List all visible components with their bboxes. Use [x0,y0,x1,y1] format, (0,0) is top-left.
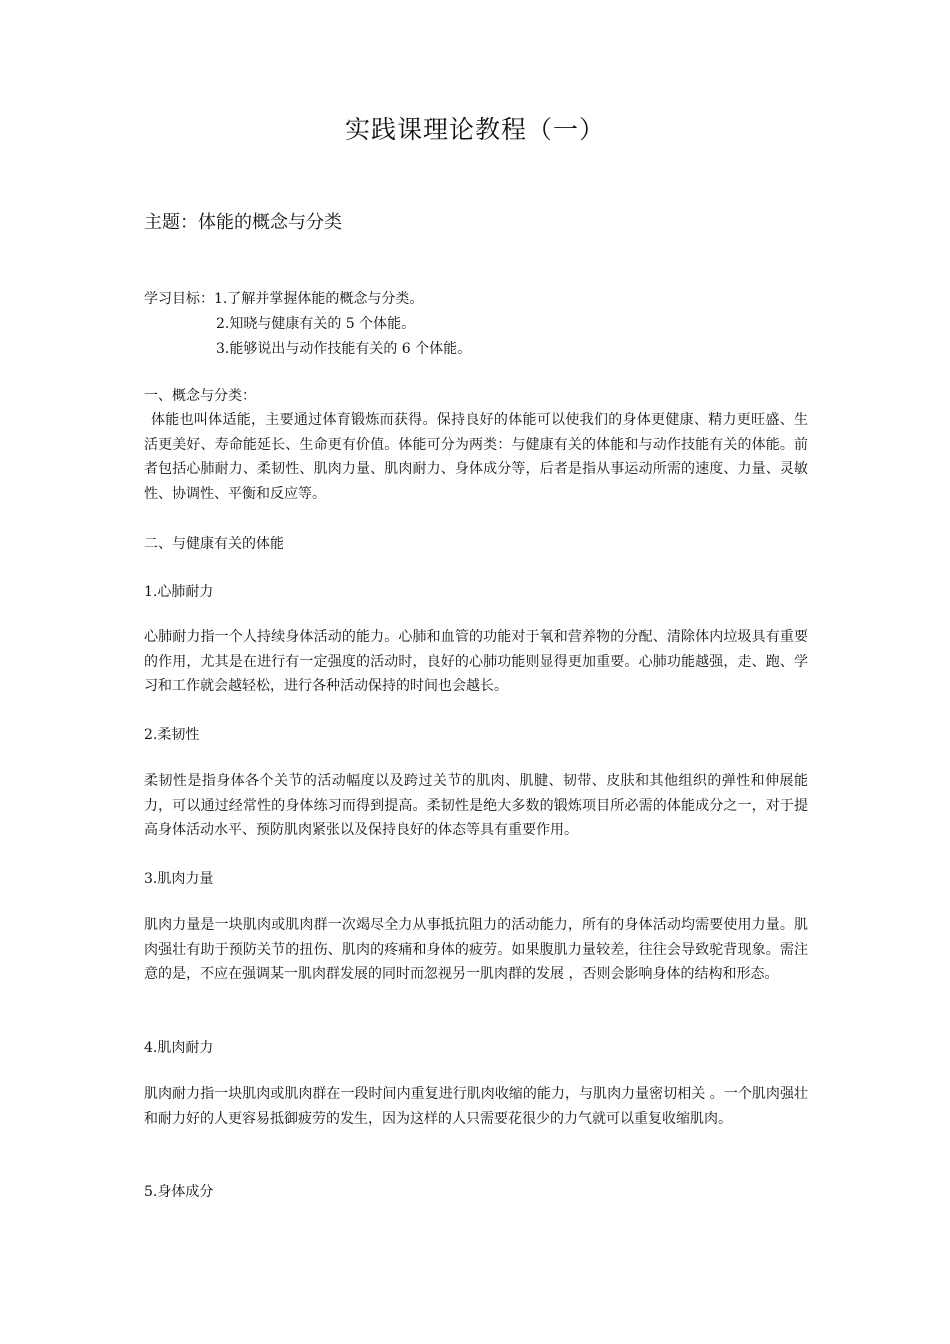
learning-goal-2: 2.知晓与健康有关的 5 个体能。 [216,316,416,332]
learning-goal-1: 学习目标：1.了解并掌握体能的概念与分类。 [144,291,424,307]
topic-heading: 主题：体能的概念与分类 [144,212,342,233]
item-1-heading: 1.心肺耐力 [144,584,214,600]
learning-goal-3: 3.能够说出与动作技能有关的 6 个体能。 [216,341,472,357]
section-2-heading: 二、与健康有关的体能 [144,536,284,552]
item-4-heading: 4.肌肉耐力 [144,1040,214,1056]
item-4-body: 肌肉耐力指一块肌肉或肌肉群在一段时间内重复进行肌肉收缩的能力，与肌肉力量密切相关 。一个肌肉强壮和耐力好的人更容易抵御疲劳的发生，因为这样的人只需要花很少的力气就可以重复收缩肌肉。 [144,1086,808,1127]
item-2-heading: 2.柔韧性 [144,727,200,743]
section-1-body: 体能也叫体适能，主要通过体育锻炼而获得。保持良好的体能可以使我们的身体更健康、精力更旺盛、生活更美好、寿命能延长、生命更有价值。体能可分为两类：与健康有关的体能和与动作技能有关的体能。前者包括心肺耐力、柔韧性、肌肉力量、肌肉耐力、身体成分等，后者是指从事运动所需的速度、力量、灵敏性、协调性、平衡和反应等。 [144,412,808,502]
item-1-body: 心肺耐力指一个人持续身体活动的能力。心肺和血管的功能对于氧和营养物的分配、清除体内垃圾具有重要的作用，尤其是在进行有一定强度的活动时，良好的心肺功能则显得更加重要。心肺功能越强，走、跑、学习和工作就会越轻松，进行各种活动保持的时间也会越长。 [144,629,808,694]
item-2-body: 柔韧性是指身体各个关节的活动幅度以及跨过关节的肌肉、肌腱、韧带、皮肤和其他组织的弹性和伸展能力，可以通过经常性的身体练习而得到提高。柔韧性是绝大多数的锻炼项目所必需的体能成分之一，对于提高身体活动水平、预防肌肉紧张以及保持良好的体态等具有重要作用。 [144,773,808,838]
document-title: 实践课理论教程（一） [344,115,605,144]
item-3-body: 肌肉力量是一块肌肉或肌肉群一次竭尽全力从事抵抗阻力的活动能力，所有的身体活动均需要使用力量。肌肉强壮有助于预防关节的扭伤、肌肉的疼痛和身体的疲劳。如果腹肌力量较差，往往会导致驼背现象。需注意的是，不应在强调某一肌肉群发展的同时而忽视另一肌肉群的发展 ，否则会影响身体的结构和形态。 [144,917,808,982]
item-3-heading: 3.肌肉力量 [144,871,214,887]
item-5-heading: 5.身体成分 [144,1184,214,1200]
section-1-heading: 一、概念与分类： [144,388,256,404]
